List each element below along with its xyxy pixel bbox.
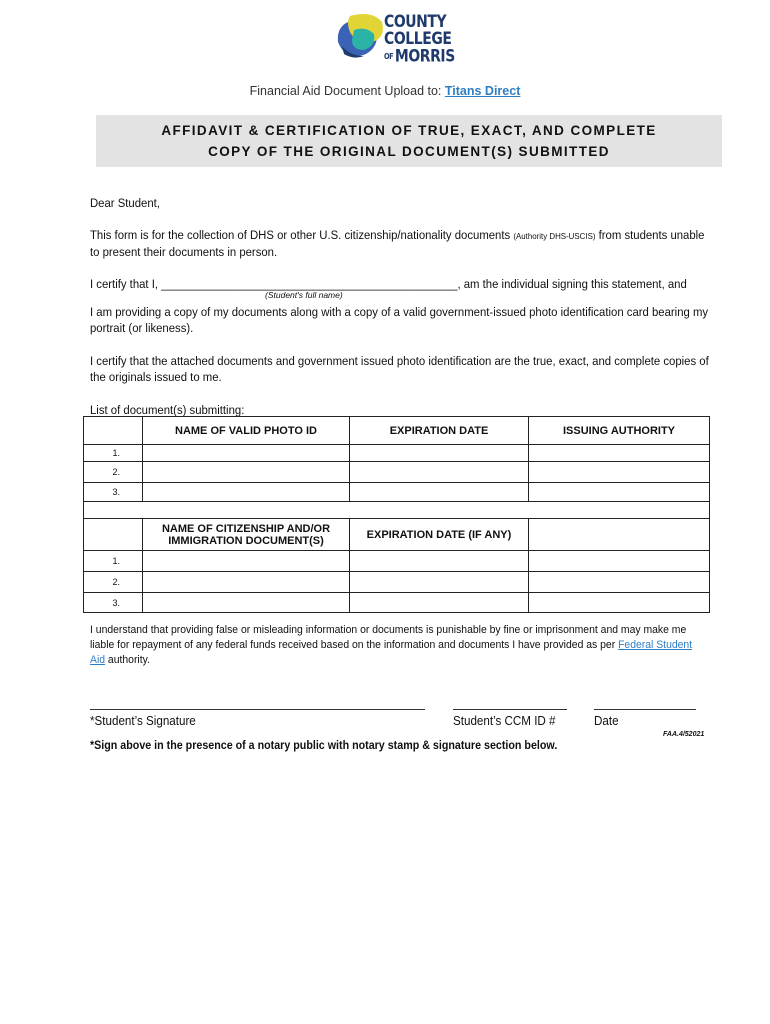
expiration-date-header: EXPIRATION DATE [350, 417, 529, 445]
authority-cell[interactable] [529, 483, 710, 502]
table-row: 3. [84, 483, 710, 502]
blank-cell[interactable] [529, 551, 710, 572]
certify-name-line: I certify that I, _______________________________________________, am the individual signing this statement, and [90, 277, 687, 291]
blank-cell[interactable] [529, 593, 710, 613]
college-logo [332, 8, 455, 78]
table-row: 2. [84, 462, 710, 483]
federal-student-aid-link[interactable]: Federal Student Aid [90, 639, 693, 666]
document-list-label: List of document(s) submitting: [90, 403, 245, 417]
student-name-label: (Student's full name) [265, 290, 343, 300]
photo-id-cell[interactable] [143, 445, 350, 462]
table-row: 1. [84, 551, 710, 572]
ccm-id-line[interactable] [453, 709, 567, 710]
photo-id-cell[interactable] [143, 483, 350, 502]
citizenship-doc-cell[interactable] [143, 551, 350, 572]
citizenship-doc-header: NAME OF CITIZENSHIP AND/OR IMMIGRATION DOCUMENT(S) [143, 519, 350, 551]
certify-copies-paragraph: I certify that the attached documents and government issued photo identification are the true, exact, and complete copies of the originals issued to me. [90, 354, 709, 384]
authority-cell[interactable] [529, 462, 710, 483]
expiration-cell[interactable] [350, 462, 529, 483]
blank-cell[interactable] [529, 572, 710, 593]
expiration-cell[interactable] [350, 483, 529, 502]
upload-instructions: Financial Aid Document Upload to: Titans Direct [249, 84, 521, 98]
table-row: 1. [84, 445, 710, 462]
salutation: Dear Student, [90, 196, 160, 210]
documents-table [83, 416, 710, 613]
table-spacer-row [84, 502, 710, 519]
form-title: AFFIDAVIT & CERTIFICATION OF TRUE, EXACT, AND COMPLETE COPY OF THE ORIGINAL DOCUMENT(S) SUBMITTED [96, 115, 722, 167]
understand-paragraph: I understand that providing false or misleading information or documents is punishable by fine or imprisonment and may make me liable for repayment of any federal funds received based on the information and documents I have provided as per Federal Student Aid authority. [90, 624, 693, 666]
photo-id-header: NAME OF VALID PHOTO ID [143, 417, 350, 445]
expiration-if-any-header: EXPIRATION DATE (IF ANY) [350, 519, 529, 551]
logo-wordmark: COUNTY COLLEGE OFMORRIS [384, 12, 455, 67]
table-row: 2. [84, 572, 710, 593]
table-row: 3. [84, 593, 710, 613]
expiration-cell[interactable] [350, 593, 529, 613]
notary-note: *Sign above in the presence of a notary public with notary stamp & signature section below. [90, 740, 558, 752]
form-code: FAA.4/52021 [663, 731, 705, 738]
logo-mark-icon [332, 12, 386, 62]
ccm-id-label: Student’s CCM ID # [453, 714, 556, 728]
issuing-authority-header: ISSUING AUTHORITY [529, 417, 710, 445]
authority-cell[interactable] [529, 445, 710, 462]
citizenship-doc-cell[interactable] [143, 572, 350, 593]
expiration-cell[interactable] [350, 551, 529, 572]
expiration-cell[interactable] [350, 445, 529, 462]
photo-id-cell[interactable] [143, 462, 350, 483]
titans-direct-link[interactable]: Titans Direct [444, 84, 521, 98]
expiration-cell[interactable] [350, 572, 529, 593]
date-line[interactable] [594, 709, 696, 710]
signature-line[interactable] [90, 709, 425, 710]
date-label: Date [594, 714, 619, 728]
certify-id-paragraph: I am providing a copy of my documents along with a copy of a valid government-issued photo identification card bearing my portrait (or likeness). [90, 305, 709, 335]
intro-paragraph: This form is for the collection of DHS or other U.S. citizenship/nationality documents (Authority DHS-USCIS) from students unable to present their documents in person. [90, 228, 705, 259]
signature-label: *Student’s Signature [90, 714, 196, 728]
citizenship-doc-cell[interactable] [143, 593, 350, 613]
